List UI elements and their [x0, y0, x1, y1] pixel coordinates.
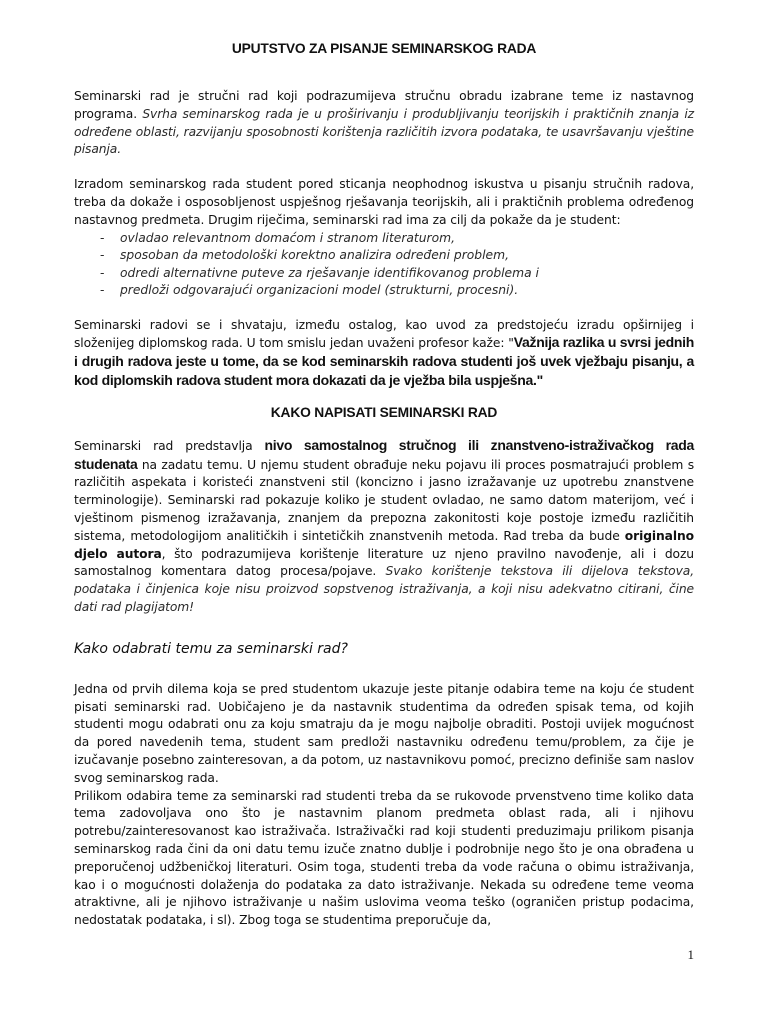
section-title: KAKO NAPISATI SEMINARSKI RAD [270, 404, 498, 420]
subsection-paragraph-1: Jedna od prvih dilema koja se pred studentom ukazuje jeste pitanje odabira teme na koju će student pisati seminarski rad. Uobičajeno je da nastavnik studentima da određen spisak tema, od kojih studenti mogu odabrati onu za koju smatraju da je mogu najbolje obraditi. Postoji uvijek mogućnost da pored navedenih tema, student sam predloži nastavniku određenu temu/problem, za čije je izučavanje posebno zainteresovan, a da potom, uz nastavnikovu pomoć, precizno definiše sam naslov svog seminarskog rada. [74, 681, 694, 785]
subsection-title: Kako odabrati temu za seminarski rad? [74, 640, 348, 657]
list-item: - sposoban da metodološki korektno analizira određeni problem, [100, 247, 694, 265]
goals-list [74, 230, 694, 300]
list-item: - odredi alternativne puteve za rješavanje identifikovanog problema i [100, 265, 694, 283]
intro-paragraph-2: Izradom seminarskog rada student pored sticanja neophodnog iskustva u pisanju stručnih radova, treba da dokaže i osposobljenost uspješnog rješavanja teorijskih, ali i praktičnih problema određenog nastavnog predmeta. Drugim riječima, seminarski rad ima za cilj da pokaže da je student: [74, 177, 694, 227]
bold-phrase-level: nivo samostalnog stručnog ili znanstveno-istraživačkog rada studenata [74, 436, 694, 472]
list-item: - predloži odgovarajući organizacioni model (strukturni, procesni). [100, 282, 694, 300]
dash-bullet: - [100, 265, 105, 280]
dash-bullet: - [100, 230, 105, 245]
professor-quote: Važnija razlika u svrsi jednih i drugih radova jeste u tome, da se kod seminarskih radova studenti još uvek vježbaju pisanju, a kod diplomskih radova student mora dokazati da je vježba bila uspješna." [74, 334, 694, 388]
dash-bullet: - [100, 248, 105, 263]
intro-p1-italic: Svrha seminarskog rada je u proširivanju i produbljivanju teorijskih i praktičnih znanja iz određene oblasti, razvijanju sposobnosti korištenja različitih izvora podataka, te usavršavanju vještine pisanja. [74, 106, 695, 157]
dash-bullet: - [100, 283, 105, 298]
plagiarism-warning: Svako korištenje tekstova ili dijelova tekstova, podataka i činjenica koje nisu proizvod sopstvenog istraživanja, a koji nisu adekvatno citirani, čine dati rad plagijatom! [74, 564, 695, 614]
section-paragraph: Seminarski rad predstavlja nivo samostalnog stručnog ili znanstveno-istraživačkog rada studenata na zadatu temu. U njemu student obrađuje neku pojavu ili proces posmatrajući problem s različitih aspekata i koristeći znanstveni stil (koncizno i jasno izražavanje uz upotrebu znanstvene terminologije). Seminarski rad pokazuje koliko je student ovladao, ne samo datom materijom, već i vještinom pismenog izražavanja, znanjem da prepozna zakonitosti koje postoje između različitih sistema, metodologijom analitičkih i sintetičkih znanstvenih metoda. Rad treba da bude originalno djelo autora, što podrazumijeva korištenje literature uz njeno pravilno navođenje, ali i dozu samostalnog komentara datog procesa/pojave. Svako korištenje tekstova ili dijelova tekstova, podataka i činjenica koje nisu proizvod sopstvenog istraživanja, a koji nisu adekvatno citirani, čine dati rad plagijatom! [74, 436, 695, 614]
list-item: - ovladao relevantnom domaćom i stranom literaturom, [100, 230, 694, 248]
intro-paragraph-1 [74, 88, 694, 159]
bold-phrase-original: originalno djelo autora [74, 528, 694, 561]
document-title: UPUTSTVO ZA PISANJE SEMINARSKOG RADA [231, 41, 537, 56]
intro-p1-text: Seminarski rad je stručni rad koji podrazumijeva stručnu obradu izabrane teme iz nastavnog programa. [74, 89, 694, 121]
subsection-paragraph-2: Prilikom odabira teme za seminarski rad studenti treba da se rukovode prvenstveno time koliko data tema zadovoljava ono što je nastavnim planom predmeta oblast rada, ali i njihovu potrebu/zainteresovanost kao istraživača. Istraživački rad koji studenti preduzimaju prilikom pisanja seminarskog rada čini da oni datu temu izuče znatno dublje i podrobnije nego što je ona obrađena u preporučenoj udžbeničkoj literaturi. Osim toga, studenti treba da vode računa o obimu istraživanja, kao i o mogućnosti dolaženja do podataka za dato istraživanje. Nekada su određene teme veoma atraktivne, ali je njihovo istraživanje u našim uslovima veoma teško (ograničen pristup podacima, nedostatak podataka, i sl). Zbog toga se studentima preporučuje da, [74, 788, 694, 928]
page-number: 1 [687, 947, 694, 962]
intro-paragraph-3 [74, 317, 694, 391]
intro-p3-text: Seminarski radovi se i shvataju, između ostalog, kao uvod za predstojeću izradu opširnijeg i složenijeg diplomskog rada. U tom smislu jedan uvaženi profesor kaže: " [74, 317, 694, 351]
